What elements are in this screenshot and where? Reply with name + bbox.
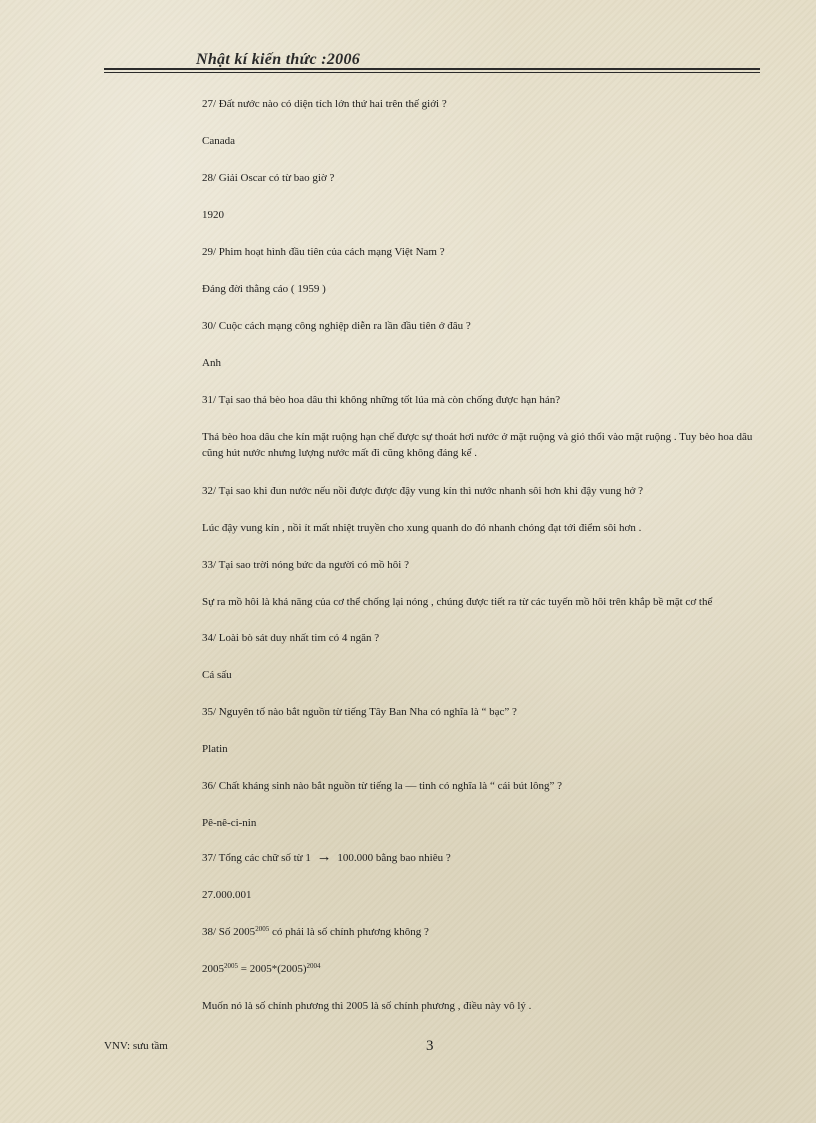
formula-38-base-left: 2005: [202, 963, 224, 975]
question-33: 33/ Tại sao trời nóng bức da người có mồ hôi ?: [202, 559, 409, 571]
formula-38: [202, 962, 321, 976]
question-38-exponent: 2005: [255, 925, 270, 933]
question-32: 32/ Tại sao khi đun nước nếu nồi được được đậy vung kín thì nước nhanh sôi hơn khi đậy vung hở ?: [202, 485, 644, 497]
answer-33: Sự ra mồ hôi là khả năng của cơ thể chống lại nóng , chúng được tiết ra từ các tuyến mồ hôi trên khắp bề mặt cơ thể: [202, 596, 713, 608]
question-38-text-start: 38/ Số 2005: [202, 926, 256, 938]
answer-35: Platin: [202, 743, 228, 755]
question-27: 27/ Đất nước nào có diện tích lớn thứ hai trên thế giới ?: [202, 98, 447, 110]
question-37: [202, 851, 451, 865]
answer-32: Lúc đậy vung kín , nồi ít mất nhiệt truyền cho xung quanh do đó nhanh chóng đạt tới điểm sôi hơn .: [202, 522, 642, 534]
question-38-text-end: có phải là số chính phương không ?: [269, 926, 429, 938]
question-38: [202, 925, 429, 939]
document-header-title: Nhật kí kiến thức :2006: [196, 51, 361, 68]
header-rule-thick: [104, 68, 760, 70]
question-28: 28/ Giải Oscar có từ bao giờ ?: [202, 172, 335, 184]
answer-28: 1920: [202, 209, 224, 221]
question-35: 35/ Nguyên tố nào bắt nguồn từ tiếng Tây Ban Nha có nghĩa là “ bạc” ?: [202, 706, 517, 718]
question-30: 30/ Cuộc cách mạng công nghiệp diễn ra lần đầu tiên ở đâu ?: [202, 320, 471, 332]
formula-38-right: = 2005*(2005): [238, 963, 307, 975]
question-36: 36/ Chất kháng sinh nào bắt nguồn từ tiếng la — tinh có nghĩa là “ cái bút lông” ?: [202, 780, 563, 792]
formula-38-exponent-left: 2005: [224, 962, 238, 970]
arrow-right-icon: →: [316, 849, 332, 865]
question-37-text-end: 100.000 bằng bao nhiêu ?: [337, 852, 451, 864]
answer-38: Muốn nó là số chính phương thì 2005 là số chính phương , điều này vô lý .: [202, 1000, 532, 1012]
header-rule-thin: [104, 72, 760, 73]
formula-38-exponent-right: 2004: [306, 962, 321, 970]
footer-source: VNV: sưu tầm: [104, 1040, 168, 1052]
answer-29: Đáng đời thằng cáo ( 1959 ): [202, 283, 326, 295]
question-37-text-start: 37/ Tổng các chữ số từ 1: [202, 852, 311, 864]
answer-30: Anh: [202, 357, 221, 369]
page-number: 3: [426, 1038, 434, 1054]
answer-27: Canada: [202, 135, 235, 147]
question-34: 34/ Loài bò sát duy nhất tim có 4 ngăn ?: [202, 632, 380, 644]
answer-34: Cá sấu: [202, 669, 232, 681]
answer-37: 27.000.001: [202, 889, 252, 901]
answer-31: Thả bèo hoa dâu che kín mặt ruộng hạn chế được sự thoát hơi nước ở mặt ruộng và gió thổi vào mặt ruộng . Tuy bèo hoa dâu cũng hút nước nhưng lượng nước mất đi cũng không đáng kể .: [202, 431, 753, 459]
question-31: 31/ Tại sao thả bèo hoa dâu thì không những tốt lúa mà còn chống được hạn hán?: [202, 394, 561, 406]
question-29: 29/ Phim hoạt hình đầu tiên của cách mạng Việt Nam ?: [202, 246, 445, 258]
answer-36: Pê-nê-ci-nin: [202, 817, 257, 829]
